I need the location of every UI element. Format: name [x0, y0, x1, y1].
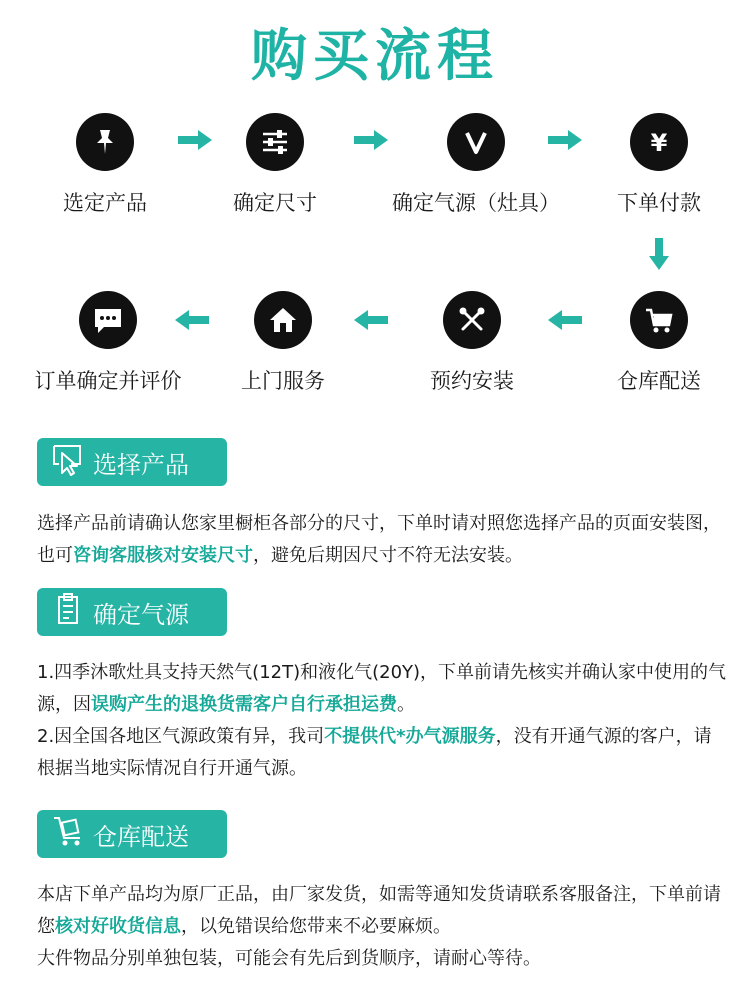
pushpin-icon	[76, 113, 134, 171]
checkmark-icon	[447, 113, 505, 171]
cart-icon	[630, 291, 688, 349]
text: 。	[397, 694, 415, 715]
trolley-icon	[51, 814, 93, 854]
chat-icon	[79, 291, 137, 349]
highlight-text: 咨询客服核对安装尺寸	[73, 545, 253, 566]
step-confirm-size	[175, 113, 375, 217]
step-payment	[559, 113, 750, 217]
step-confirm-gas	[376, 113, 576, 217]
cursor-icon	[51, 442, 93, 482]
page-title: 购买流程	[251, 24, 499, 89]
yen-icon	[630, 113, 688, 171]
step-label: 下单付款	[617, 191, 701, 215]
text: 2.因全国各地区气源政策有异，我司	[37, 726, 325, 747]
text: 选择产品前请确认您家里橱柜各部分的尺寸，下单时请对照您选择产品的页面安装图，也可	[37, 513, 721, 566]
step-label: 预约安装	[430, 369, 514, 393]
highlight-text: 核对好收货信息	[55, 916, 181, 937]
home-icon	[254, 291, 312, 349]
step-label: 上门服务	[241, 369, 325, 393]
step-label: 仓库配送	[617, 369, 701, 393]
section-title: 确定气源	[93, 600, 189, 629]
step-home-service	[183, 291, 383, 395]
tools-icon	[443, 291, 501, 349]
section-header-select	[37, 438, 227, 486]
text: 本店下单产品均为原厂正品，由厂家发货，如需等通知发货请联系客服备注，下单前请您	[37, 884, 721, 937]
clipboard-icon	[51, 592, 93, 632]
step-confirm-review	[8, 291, 208, 395]
highlight-text: 误购产生的退换货需客户自行承担运费	[91, 694, 397, 715]
section-text-gas-2	[37, 721, 727, 785]
section-text-ship-1	[37, 879, 727, 943]
text: ，没有开通气源的客户，请根据当地实际情况自行开通气源。	[37, 726, 712, 779]
text: 1.四季沐歌灶具支持天然气(12T)和液化气(20Y)，下单前请先核实并确认家中使用的气源，因	[37, 662, 727, 715]
arrow-down-icon	[647, 238, 671, 270]
section-title: 选择产品	[93, 450, 189, 479]
sliders-icon	[246, 113, 304, 171]
svg-text:¥: ¥	[650, 129, 668, 157]
step-label: 选定产品	[63, 191, 147, 215]
step-installation	[372, 291, 572, 395]
step-label: 确定气源（灶具）	[392, 191, 560, 215]
text: ，以免错误给您带来不必要麻烦。	[181, 916, 451, 937]
section-text-select	[37, 508, 727, 572]
section-text-ship-2: 大件物品分别单独包装，可能会有先后到货顺序，请耐心等待。	[37, 948, 541, 969]
section-header-ship	[37, 810, 227, 858]
step-label: 确定尺寸	[233, 191, 317, 215]
step-warehouse-delivery	[559, 291, 750, 395]
section-title: 仓库配送	[93, 822, 189, 851]
section-header-gas	[37, 588, 227, 636]
text: ，避免后期因尺寸不符无法安装。	[253, 545, 523, 566]
highlight-text: 不提供代*办气源服务	[324, 726, 496, 747]
section-text-gas-1	[37, 657, 727, 721]
step-label: 订单确定并评价	[34, 369, 182, 393]
